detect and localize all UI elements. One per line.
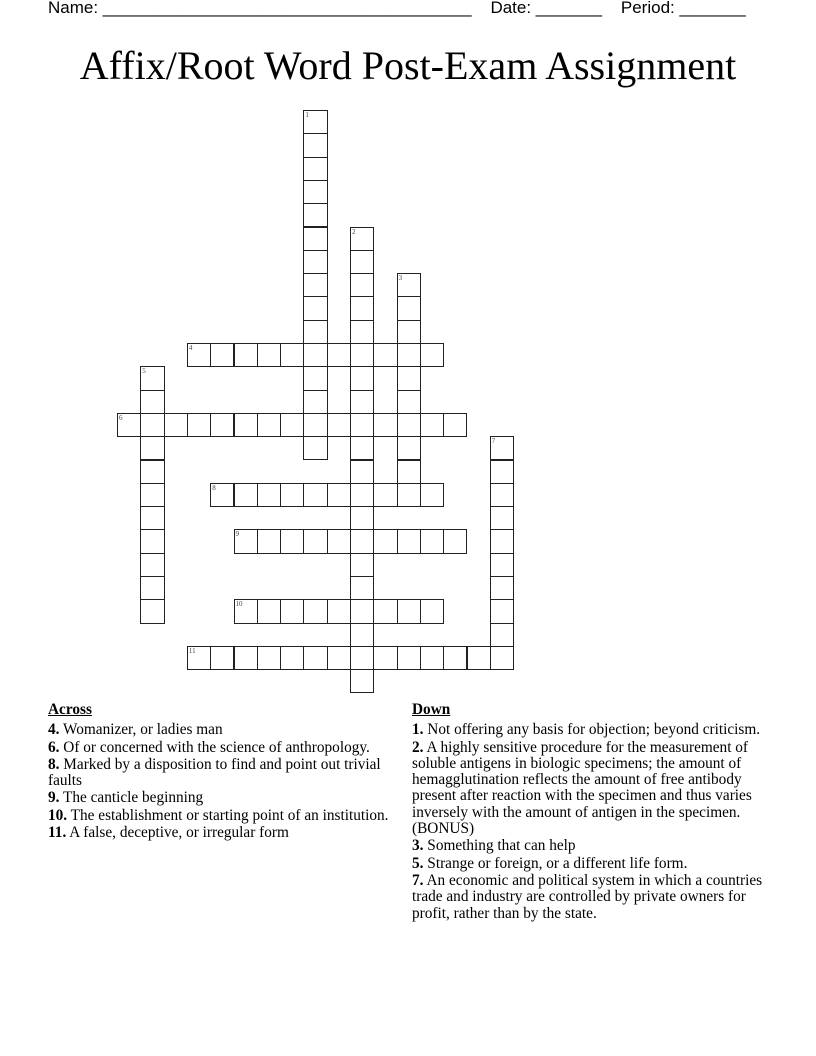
grid-cell[interactable] [420,413,444,437]
grid-cell[interactable] [303,320,327,344]
name-field[interactable]: Name: _______________________________________ [48,0,472,17]
grid-cell[interactable] [234,413,258,437]
clue-number: 11 [188,646,196,655]
grid-cell[interactable] [467,646,491,670]
grid-cell[interactable] [140,413,164,437]
clue-number-label: 5. [412,854,424,872]
grid-cell[interactable] [140,483,164,507]
grid-cell[interactable] [350,646,374,670]
down-clue [412,740,772,838]
grid-cell[interactable] [327,599,351,623]
grid-cell[interactable] [303,157,327,181]
grid-cell[interactable] [490,623,514,647]
grid-cell[interactable] [490,529,514,553]
grid-cell[interactable] [303,273,327,297]
grid-cell[interactable] [490,483,514,507]
grid-cell[interactable] [303,343,327,367]
clue-number: 8 [212,483,216,492]
grid-cell[interactable] [327,413,351,437]
grid-cell[interactable] [397,529,421,553]
down-clue [412,838,772,854]
grid-cell[interactable] [490,436,514,460]
grid-cell[interactable] [327,483,351,507]
grid-cell[interactable] [397,460,421,484]
down-heading: Down [412,701,451,718]
grid-cell[interactable] [397,483,421,507]
grid-cell[interactable] [443,646,467,670]
grid-cell[interactable] [443,413,467,437]
clue-number-label: 1. [412,721,424,739]
across-clue [48,757,393,790]
clue-number: 4 [188,344,193,352]
clue-number-label: 6. [48,738,60,756]
clue-number-label: 8. [48,755,60,773]
grid-cell[interactable] [280,599,304,623]
grid-cell[interactable] [303,250,327,274]
grid-cell[interactable] [397,343,421,367]
grid-cell[interactable] [327,529,351,553]
grid-cell[interactable] [303,296,327,320]
grid-cell[interactable] [373,599,397,623]
grid-cell[interactable] [490,460,514,484]
grid-cell[interactable] [187,413,211,437]
grid-cell[interactable] [117,413,141,437]
grid-cell[interactable] [280,483,304,507]
across-clue [48,790,393,806]
grid-cell[interactable] [140,366,164,390]
period-field[interactable]: Period: _______ [620,0,746,17]
clue-text: Marked by a disposition to find and point out trivial faults [48,755,381,790]
grid-cell[interactable] [140,460,164,484]
grid-cell[interactable] [280,343,304,367]
grid-cell[interactable] [303,180,327,204]
grid-cell[interactable] [350,599,374,623]
grid-cell[interactable] [350,529,374,553]
grid-cell[interactable] [140,390,164,414]
grid-cell[interactable] [303,110,327,134]
grid-cell[interactable] [140,553,164,577]
grid-cell[interactable] [350,366,374,390]
grid-cell[interactable] [140,576,164,600]
grid-cell[interactable] [210,343,234,367]
clue-number-label: 3. [412,837,424,855]
clue-text: Strange or foreign, or a different life form. [423,854,688,872]
clue-text: A highly sensitive procedure for the measurement of soluble antigens in biologic specimens; the amount of hemagglutination reflects the amount of free antibody present after reaction with the specimen and thus varies inversely with the amount of antigen in the specimen.(BONUS) [412,738,752,838]
grid-cell[interactable] [490,576,514,600]
grid-cell[interactable] [257,413,281,437]
grid-cell[interactable] [257,529,281,553]
clue-text: Something that can help [423,837,576,855]
grid-cell[interactable] [140,599,164,623]
clue-text: Of or concerned with the science of anthropology. [59,738,370,756]
grid-cell[interactable] [397,436,421,460]
date-field[interactable]: Date: _______ [490,0,602,17]
grid-cell[interactable] [327,646,351,670]
grid-cell[interactable] [490,553,514,577]
grid-cell[interactable] [373,646,397,670]
grid-cell[interactable] [234,483,258,507]
clue-number: 3 [398,274,403,283]
grid-cell[interactable] [303,390,327,414]
grid-cell[interactable] [350,436,374,460]
grid-cell[interactable] [350,296,374,320]
grid-cell[interactable] [140,436,164,460]
grid-cell[interactable] [397,599,421,623]
grid-cell[interactable] [350,343,374,367]
grid-cell[interactable] [280,529,304,553]
clue-number: 5 [142,367,146,376]
grid-cell[interactable] [420,529,444,553]
grid-cell[interactable] [327,343,351,367]
clue-number: 2 [352,227,356,236]
grid-cell[interactable] [420,646,444,670]
grid-cell[interactable] [257,343,281,367]
grid-cell[interactable] [350,669,374,693]
clue-number: 7 [491,437,496,446]
clue-text: Not offering any basis for objection; beyond criticism. [423,721,761,739]
grid-cell[interactable] [350,413,374,437]
grid-cell[interactable] [397,320,421,344]
grid-cell[interactable] [350,623,374,647]
grid-cell[interactable] [350,460,374,484]
grid-cell[interactable] [350,506,374,530]
clue-number-label: 10. [48,806,68,824]
grid-cell[interactable] [350,250,374,274]
grid-cell[interactable] [303,483,327,507]
grid-cell[interactable] [350,576,374,600]
grid-cell[interactable] [303,227,327,251]
grid-cell[interactable] [303,436,327,460]
across-clue [48,808,393,824]
grid-cell[interactable] [490,646,514,670]
clue-number-label: 11. [48,824,67,842]
grid-cell[interactable] [350,483,374,507]
grid-cell[interactable] [373,343,397,367]
grid-cell[interactable] [303,413,327,437]
grid-cell[interactable] [373,529,397,553]
clue-number: 9 [235,530,239,539]
clue-number: 10 [235,600,243,609]
grid-cell[interactable] [234,646,258,670]
grid-cell[interactable] [140,529,164,553]
grid-cell[interactable] [210,413,234,437]
down-clue [412,873,772,922]
grid-cell[interactable] [303,646,327,670]
page-title: Affix/Root Word Post-Exam Assignment [79,43,737,88]
grid-cell[interactable] [397,413,421,437]
grid-cell[interactable] [303,366,327,390]
clue-text: The canticle beginning [59,789,204,807]
grid-cell[interactable] [257,599,281,623]
grid-cell[interactable] [373,483,397,507]
across-clue-list [48,722,393,841]
clue-text: The establishment or starting point of an institution. [67,806,389,824]
clue-number-label: 2. [412,738,424,756]
clue-number-label: 7. [412,871,424,889]
grid-cell[interactable] [257,646,281,670]
down-clues [412,702,772,923]
grid-cell[interactable] [164,413,188,437]
grid-cell[interactable] [420,599,444,623]
across-clue [48,722,393,738]
grid-cell[interactable] [373,413,397,437]
grid-cell[interactable] [397,273,421,297]
grid-cell[interactable] [234,599,258,623]
grid-cell[interactable] [350,273,374,297]
grid-cell[interactable] [303,529,327,553]
clue-number: 6 [119,413,123,422]
grid-cell[interactable] [397,366,421,390]
across-clue [48,825,393,841]
grid-cell[interactable] [397,296,421,320]
grid-cell[interactable] [443,529,467,553]
grid-cell[interactable] [397,390,421,414]
grid-cell[interactable] [187,343,211,367]
grid-cell[interactable] [350,320,374,344]
grid-cell[interactable] [280,413,304,437]
grid-cell[interactable] [140,506,164,530]
clue-number-label: 9. [48,789,60,807]
clue-text: A false, deceptive, or irregular form [66,824,289,842]
across-clues [48,702,393,842]
grid-cell[interactable] [490,599,514,623]
clue-number: 1 [305,111,309,119]
grid-cell[interactable] [303,133,327,157]
grid-cell[interactable] [490,506,514,530]
clue-text: An economic and political system in which a countries trade and industry are controlled by private owners for profit, rather than by the state. [412,871,763,922]
down-clue-list [412,722,772,922]
grid-cell[interactable] [350,390,374,414]
grid-cell[interactable] [234,529,258,553]
clue-text: Womanizer, or ladies man [59,721,223,739]
grid-cell[interactable] [210,646,234,670]
grid-cell[interactable] [280,646,304,670]
grid-cell[interactable] [420,483,444,507]
down-clue [412,722,772,738]
grid-cell[interactable] [187,646,211,670]
clue-number-label: 4. [48,721,60,739]
grid-cell[interactable] [397,646,421,670]
grid-cell[interactable] [234,343,258,367]
grid-cell[interactable] [257,483,281,507]
grid-cell[interactable] [303,203,327,227]
grid-cell[interactable] [420,343,444,367]
grid-cell[interactable] [303,599,327,623]
down-clue [412,856,772,872]
grid-cell[interactable] [350,227,374,251]
grid-cell[interactable] [350,553,374,577]
grid-cell[interactable] [210,483,234,507]
across-clue [48,740,393,756]
across-heading: Across [48,701,92,718]
